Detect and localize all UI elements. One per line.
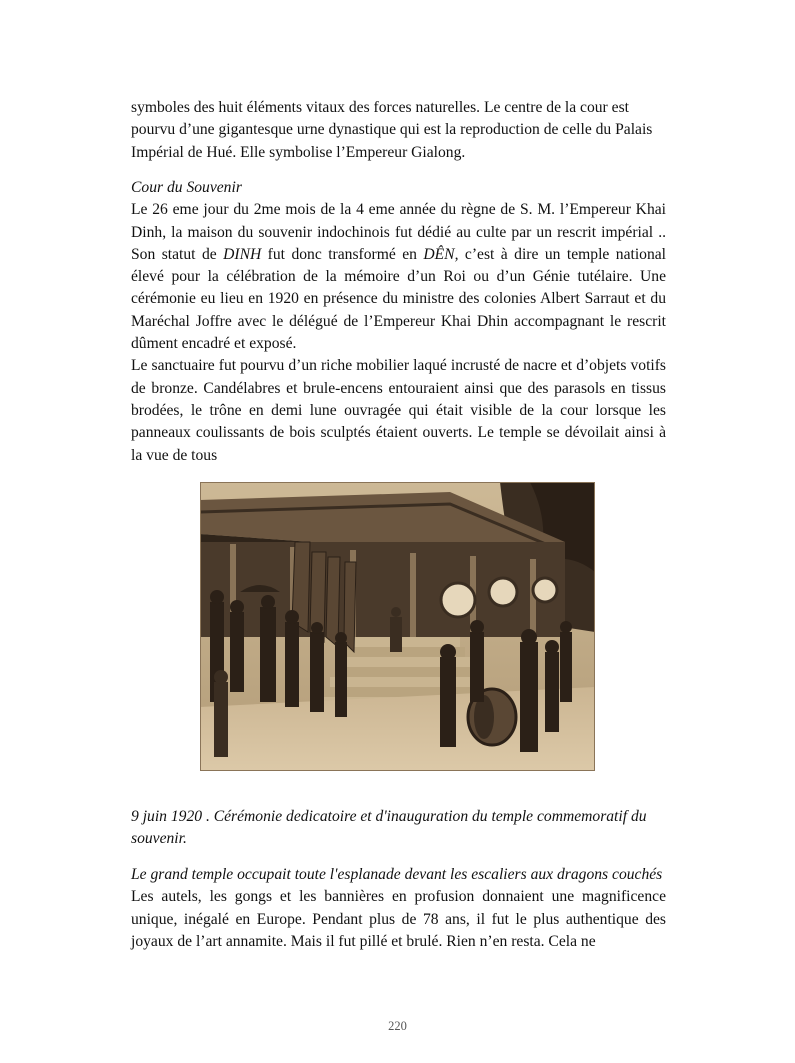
paragraph-autels: Les autels, les gongs et les bannières en profusion donnaient une magnificence unique, inégalé en Europe. Pendant plus de 78 ans, il fut le plus authentique des joyaux de l’art annamite. Mais il fut pillé et brulé. Rien n’en resta. Cela ne (131, 888, 666, 950)
paragraph-dedication (131, 199, 666, 355)
photograph-illustration (200, 482, 595, 771)
paragraph-dedication-part-2: fut donc transformé en (261, 245, 424, 263)
cour-du-souvenir-section (131, 177, 666, 467)
paragraph-dedication-part-3: c’est à dire un temple national élevé pour la célébration de la mémoire d’un Roi ou d’un Génie tutélaire. Une cérémonie eu lieu en 1920 en présence du ministre des colonies Albert Sarraut et du Maréchal Joffre avec le délégué de l’Empereur Khai Dhin accompagnant le rescrit dûment encadré et exposé. (131, 245, 667, 353)
historical-photograph (200, 482, 595, 771)
page-number: 220 (388, 1019, 407, 1033)
grand-temple-section (131, 864, 666, 953)
term-den: DÊN, (423, 245, 459, 263)
official-on-stairs (390, 607, 402, 652)
intro-text-block (131, 97, 666, 164)
photo-caption: 9 juin 1920 . Cérémonie dedicatoire et d'inauguration du temple commemoratif du souvenir. (131, 808, 647, 848)
soldier-foreground (214, 670, 228, 757)
term-dinh: DINH (223, 245, 262, 263)
paragraph-dedication-part-1: Le 26 eme jour du 2me mois de la 4 eme année du règne de S. M. l’Empereur Khai Dinh, la maison du souvenir indochinois fut dédié au culte par un rescrit impérial .. Son statut de (131, 201, 666, 263)
section-heading: Cour du Souvenir (131, 179, 242, 196)
subheading-grand-temple: Le grand temple occupait toute l'esplanade devant les escaliers aux dragons couchés (131, 866, 663, 883)
paragraph-sanctuaire: Le sanctuaire fut pourvu d’un riche mobilier laqué incrusté de nacre et d’objets votifs de bronze. Candélabres et brule-encens entouraient ainsi que des parasols en tissus brodées, le trône en demi lune ouvragée qui était visible de la cour lorsque les panneaux coulissants de bois sculptés étaient ouverts. Le temple se dévoilait ainsi à la vue de tous (131, 357, 666, 464)
paragraph-symboles: symboles des huit éléments vitaux des forces naturelles. Le centre de la cour est pourvu d’une gigantesque urne dynastique qui est la reproduction de celle du Palais Impérial de Hué. Elle symbolise l’Empereur Gialong. (131, 99, 653, 161)
